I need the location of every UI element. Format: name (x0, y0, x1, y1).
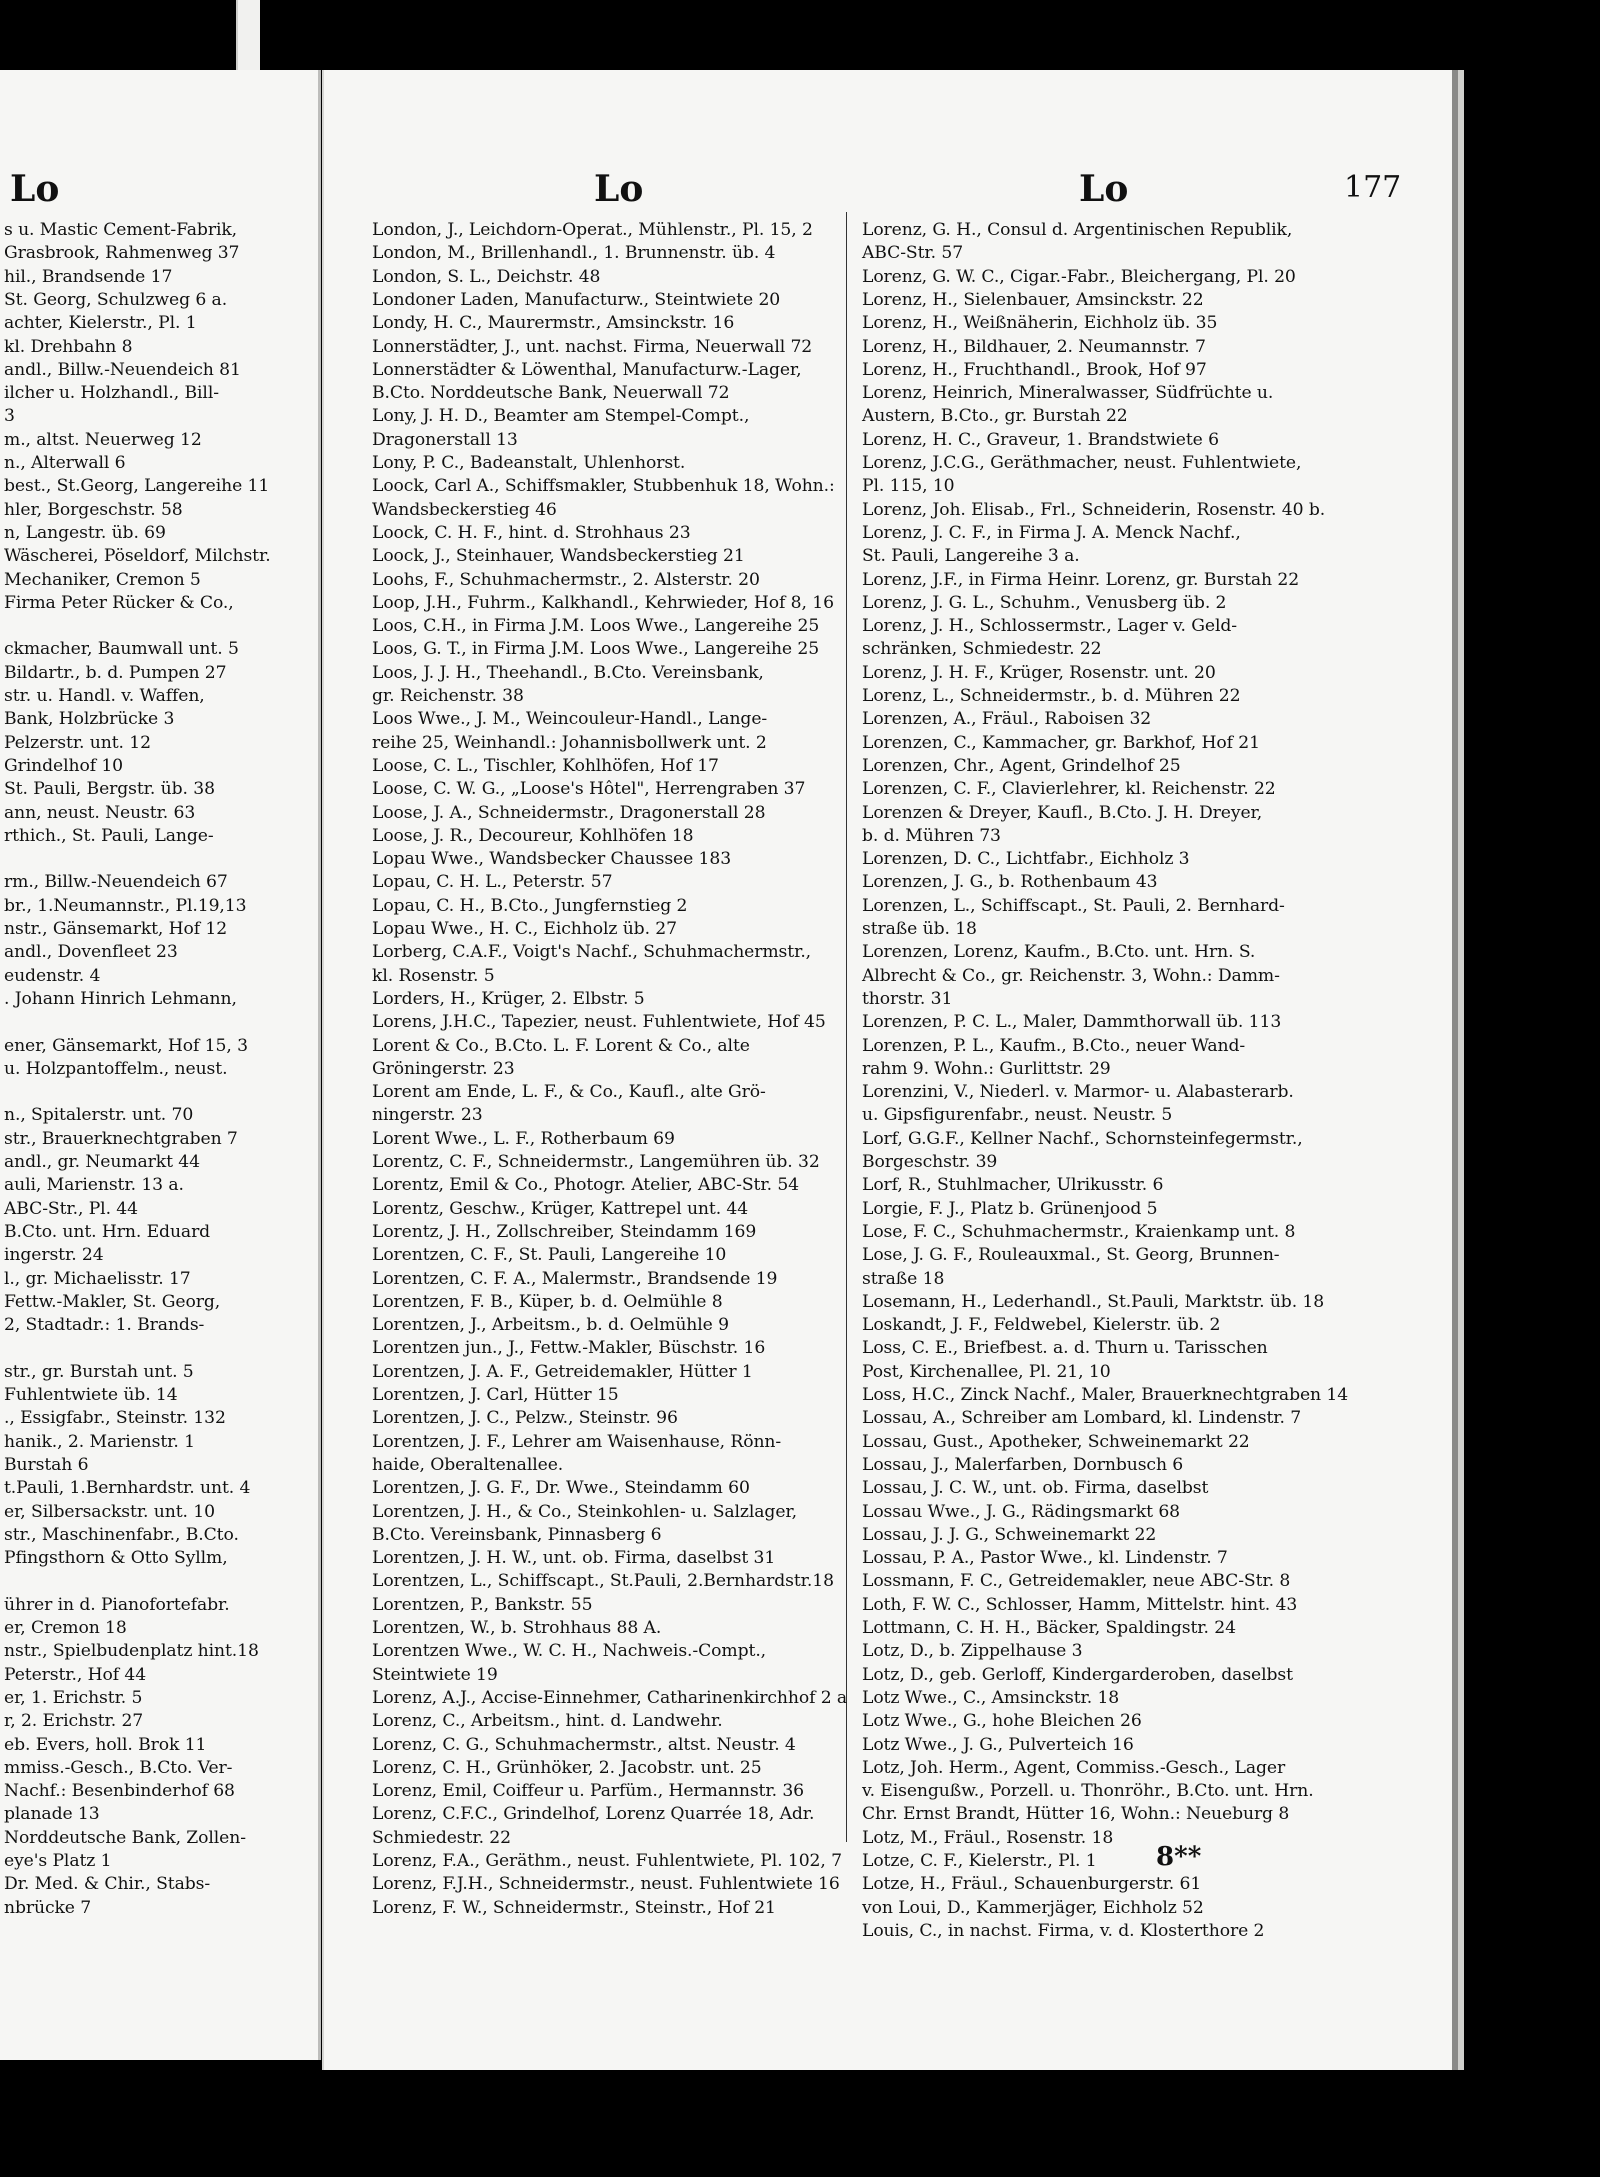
directory-entry-line: Lorenz, C., Arbeitsm., hint. d. Landwehr. (372, 1711, 723, 1732)
left-page-line: 2, Stadtadr.: 1. Brands- (4, 1315, 205, 1336)
directory-entry-line: Wandsbeckerstieg 46 (372, 499, 557, 520)
left-page-line: ., Essigfabr., Steinstr. 132 (4, 1408, 226, 1429)
directory-entry-line: Loos, G. T., in Firma J.M. Loos Wwe., Langereihe 25 (372, 639, 820, 660)
directory-entry-line: Lorenz, J. H. F., Krüger, Rosenstr. unt. 20 (862, 662, 1216, 683)
directory-entry-line: B.Cto. Vereinsbank, Pinnasberg 6 (372, 1524, 662, 1545)
directory-entry-line: Lorentzen jun., J., Fettw.-Makler, Büschstr. 16 (372, 1338, 766, 1359)
signature-mark: 8** (1156, 1842, 1202, 1872)
directory-entry-line: Lorenz, J.C.G., Geräthmacher, neust. Fuhlentwiete, (862, 453, 1302, 473)
directory-entry-line: Lorentzen Wwe., W. C. H., Nachweis.-Compt., (372, 1641, 767, 1662)
directory-entry-line: Lorders, H., Krüger, 2. Elbstr. 5 (372, 988, 645, 1009)
directory-entry-line: Lorent am Ende, L. F., & Co., Kaufl., alte Grö- (372, 1082, 766, 1103)
directory-entry-line: Lorenzen, Chr., Agent, Grindelhof 25 (862, 755, 1181, 776)
page-number: 177 (1344, 170, 1402, 205)
left-page-line: nbrücke 7 (4, 1897, 92, 1918)
directory-entry-line: Lorenz, J. C. F., in Firma J. A. Menck Nachf., (862, 522, 1241, 543)
directory-entry-line: Lossau, J. C. W., unt. ob. Firma, daselbst (862, 1478, 1209, 1499)
directory-entry-line: Lorenz, G. H., Consul d. Argentinischen Republik, (862, 220, 1293, 240)
directory-entry-line: Lotz, M., Fräul., Rosenstr. 18 (862, 1827, 1114, 1848)
directory-entry-line: Loose, J. R., Decoureur, Kohlhöfen 18 (372, 825, 694, 846)
directory-entry-line: Loss, H.C., Zinck Nachf., Maler, Brauerknechtgraben 14 (862, 1385, 1349, 1405)
directory-entry-line: Steintwiete 19 (372, 1664, 498, 1685)
directory-entry-line: Lose, J. G. F., Rouleauxmal., St. Georg, Brunnen- (862, 1245, 1280, 1266)
left-page-line: Dr. Med. & Chir., Stabs- (4, 1874, 211, 1895)
directory-entry-line: Loos, C.H., in Firma J.M. Loos Wwe., Langereihe 25 (372, 616, 820, 637)
directory-entry-line: Lorenz, L., Schneidermstr., b. d. Mühren 22 (862, 686, 1241, 706)
left-page-line: B.Cto. unt. Hrn. Eduard (4, 1221, 211, 1242)
directory-entry-line: Loth, F. W. C., Schlosser, Hamm, Mittelstr. hint. 43 (862, 1594, 1298, 1615)
left-page-line: u. Holzpantoffelm., neust. (4, 1058, 228, 1079)
directory-entry-line: Lorenzen, A., Fräul., Raboisen 32 (862, 709, 1152, 730)
left-page-line: mmiss.-Gesch., B.Cto. Ver- (4, 1757, 233, 1778)
left-page-line: Firma Peter Rücker & Co., (4, 592, 234, 613)
left-page-line: n., Spitalerstr. unt. 70 (4, 1105, 194, 1126)
left-page-line: er, Silbersackstr. unt. 10 (4, 1501, 215, 1522)
directory-entry-line: Lotze, H., Fräul., Schauenburgerstr. 61 (862, 1874, 1202, 1895)
directory-entry-line: Lorentzen, J. Carl, Hütter 15 (372, 1385, 619, 1405)
left-page-line: m., altst. Neuerweg 12 (4, 429, 202, 450)
directory-entry-line: Loose, C. L., Tischler, Kohlhöfen, Hof 17 (372, 755, 719, 776)
directory-entry-line: Lorberg, C.A.F., Voigt's Nachf., Schuhmachermstr., (372, 942, 812, 963)
directory-entry-line: Lorenz, Heinrich, Mineralwasser, Südfrüchte u. (862, 383, 1274, 404)
directory-entry-line: Chr. Ernst Brandt, Hütter 16, Wohn.: Neueburg 8 (862, 1804, 1290, 1825)
directory-entry-line: Dragonerstall 13 (372, 429, 518, 450)
directory-entry-line: Lorenz, J. G. L., Schuhm., Venusberg üb. 2 (862, 592, 1227, 613)
left-page-line: rthich., St. Pauli, Lange- (4, 825, 214, 846)
directory-entry-line: Lorenzen, P. L., Kaufm., B.Cto., neuer Wand- (862, 1035, 1246, 1056)
directory-entry-line: Lorenzen, Lorenz, Kaufm., B.Cto. unt. Hrn. S. (862, 942, 1256, 963)
left-page-line: andl., Billw.-Neuendeich 81 (4, 359, 241, 380)
left-page-line: ingerstr. 24 (4, 1245, 104, 1266)
left-page-line: Fuhlentwiete üb. 14 (4, 1385, 178, 1405)
directory-entry-line: Lorentz, Geschw., Krüger, Kattrepel unt. 44 (372, 1198, 749, 1219)
directory-entry-line: Lorentzen, L., Schiffscapt., St.Pauli, 2.Bernhardstr.18 (372, 1571, 834, 1592)
directory-entry-line: Lorenzen, L., Schiffscapt., St. Pauli, 2. Bernhard- (862, 895, 1285, 916)
column-divider (846, 212, 847, 1842)
directory-entry-line: Lorenzen & Dreyer, Kaufl., B.Cto. J. H. Dreyer, (862, 802, 1263, 823)
left-page-line: eb. Evers, holl. Brok 11 (4, 1734, 207, 1755)
directory-entry-line: u. Gipsfigurenfabr., neust. Neustr. 5 (862, 1105, 1173, 1126)
directory-entry-line: Loop, J.H., Fuhrm., Kalkhandl., Kehrwieder, Hof 8, 16 (372, 592, 834, 613)
directory-entry-line: Gröningerstr. 23 (372, 1058, 515, 1079)
left-page-line: Grasbrook, Rahmenweg 37 (4, 243, 240, 264)
directory-entry-line: Albrecht & Co., gr. Reichenstr. 3, Wohn.: Damm- (862, 965, 1280, 986)
left-column-running-head: Lo (594, 168, 644, 210)
directory-entry-line: kl. Rosenstr. 5 (372, 965, 495, 986)
left-page-line: . Johann Hinrich Lehmann, (4, 988, 237, 1009)
directory-entry-line: Lorenz, F.J.H., Schneidermstr., neust. Fuhlentwiete 16 (372, 1874, 840, 1895)
left-page-line: eye's Platz 1 (4, 1851, 112, 1871)
left-page (0, 70, 321, 2060)
left-page-line: Nachf.: Besenbinderhof 68 (4, 1781, 235, 1802)
directory-entry-line: Lorentzen, C. F., St. Pauli, Langereihe 10 (372, 1245, 727, 1266)
directory-entry-line: straße üb. 18 (862, 919, 977, 939)
directory-entry-line: Lorens, J.H.C., Tapezier, neust. Fuhlentwiete, Hof 45 (372, 1012, 826, 1033)
directory-entry-line: Lotz Wwe., C., Amsinckstr. 18 (862, 1687, 1120, 1708)
directory-entry-line: thorstr. 31 (862, 988, 953, 1009)
left-page-line: Bank, Holzbrücke 3 (4, 709, 175, 730)
left-page-line: nstr., Gänsemarkt, Hof 12 (4, 919, 228, 939)
left-page-line: 3 (4, 406, 15, 427)
left-page-line: St. Georg, Schulzweg 6 a. (4, 289, 228, 310)
left-page-line: ener, Gänsemarkt, Hof 15, 3 (4, 1035, 248, 1056)
directory-entry-line: schränken, Schmiedestr. 22 (862, 639, 1102, 660)
left-page-line: Norddeutsche Bank, Zollen- (4, 1827, 246, 1848)
directory-entry-line: Lossau, J., Malerfarben, Dornbusch 6 (862, 1454, 1184, 1475)
directory-entry-line: Loock, J., Steinhauer, Wandsbeckerstieg 21 (372, 546, 745, 567)
directory-entry-line: Lonnerstädter, J., unt. nachst. Firma, Neuerwall 72 (372, 336, 813, 357)
directory-entry-line: Loose, J. A., Schneidermstr., Dragonerstall 28 (372, 802, 766, 823)
left-page-line: n, Langestr. üb. 69 (4, 522, 166, 543)
directory-entry-line: reihe 25, Weinhandl.: Johannisbollwerk unt. 2 (372, 732, 767, 753)
directory-entry-line: Lossmann, F. C., Getreidemakler, neue ABC-Str. 8 (862, 1571, 1291, 1592)
left-page-line: str. u. Handl. v. Waffen, (4, 686, 205, 706)
directory-entry-line: Lorenz, C. G., Schuhmachermstr., altst. Neustr. 4 (372, 1734, 796, 1755)
directory-entry-line: Lorenzen, P. C. L., Maler, Dammthorwall üb. 113 (862, 1012, 1282, 1033)
left-page-line: Bildartr., b. d. Pumpen 27 (4, 662, 227, 683)
directory-entry-line: Lotz, D., geb. Gerloff, Kindergarderoben, daselbst (862, 1664, 1293, 1685)
directory-entry-line: Lorentzen, J. F., Lehrer am Waisenhause, Rönn- (372, 1431, 782, 1452)
directory-entry-line: Lorentz, C. F., Schneidermstr., Langemühren üb. 32 (372, 1152, 820, 1172)
directory-entry-line: Lorenz, H., Weißnäherin, Eichholz üb. 35 (862, 313, 1218, 334)
directory-entry-line: Austern, B.Cto., gr. Burstah 22 (862, 406, 1128, 427)
directory-entry-line: Loose, C. W. G., „Loose's Hôtel", Herrengraben 37 (372, 779, 806, 800)
left-page-line: t.Pauli, 1.Bernhardstr. unt. 4 (4, 1478, 251, 1499)
directory-entry-line: London, S. L., Deichstr. 48 (372, 266, 601, 287)
directory-entry-line: Lorentzen, C. F. A., Malermstr., Brandsende 19 (372, 1268, 778, 1289)
left-page-line: Pfingsthorn & Otto Syllm, (4, 1548, 228, 1569)
directory-entry-line: Lorenzen, J. G., b. Rothenbaum 43 (862, 872, 1158, 893)
directory-entry-line: straße 18 (862, 1268, 945, 1289)
right-page (322, 70, 1458, 2070)
directory-entry-line: b. d. Mühren 73 (862, 825, 1001, 846)
left-page-line: andl., Dovenfleet 23 (4, 942, 178, 963)
directory-entry-line: Loock, C. H. F., hint. d. Strohhaus 23 (372, 522, 691, 543)
left-page-line: eudenstr. 4 (4, 965, 101, 986)
directory-entry-line: Lorenz, A.J., Accise-Einnehmer, Catharinenkirchhof 2 a (372, 1687, 848, 1708)
left-page-line: r, 2. Erichstr. 27 (4, 1711, 144, 1732)
directory-entry-line: Loos Wwe., J. M., Weincouleur-Handl., Lange- (372, 709, 768, 730)
directory-entry-line: Lorent & Co., B.Cto. L. F. Lorent & Co., alte (372, 1035, 750, 1056)
directory-entry-line: Lorgie, F. J., Platz b. Grünenjood 5 (862, 1198, 1158, 1219)
directory-entry-line: Loos, J. J. H., Theehandl., B.Cto. Vereinsbank, (372, 662, 764, 683)
directory-entry-line: gr. Reichenstr. 38 (372, 686, 524, 706)
left-page-line: Fettw.-Makler, St. Georg, (4, 1291, 221, 1312)
directory-entry-line: rahm 9. Wohn.: Gurlittstr. 29 (862, 1058, 1111, 1079)
directory-entry-line: Lony, J. H. D., Beamter am Stempel-Compt., (372, 406, 750, 427)
left-page-line: best., St.Georg, Langereihe 11 (4, 476, 270, 497)
directory-entry-line: Lorentzen, F. B., Küper, b. d. Oelmühle 8 (372, 1291, 723, 1312)
directory-entry-line: Lorentzen, J. H., & Co., Steinkohlen- u. Salzlager, (372, 1501, 797, 1522)
directory-entry-line: v. Eisengußw., Porzell. u. Thonröhr., B.Cto. unt. Hrn. (862, 1781, 1314, 1802)
left-page-line: er, Cremon 18 (4, 1618, 127, 1638)
left-page-line: planade 13 (4, 1804, 100, 1825)
directory-entry-line: Lorentzen, J. H. W., unt. ob. Firma, daselbst 31 (372, 1548, 776, 1569)
directory-entry-line: St. Pauli, Langereihe 3 a. (862, 546, 1080, 567)
left-page-line: Burstah 6 (4, 1454, 89, 1475)
directory-entry-line: Lorenz, Joh. Elisab., Frl., Schneiderin, Rosenstr. 40 b. (862, 499, 1326, 520)
directory-entry-line: Lorentz, Emil & Co., Photogr. Atelier, ABC-Str. 54 (372, 1175, 799, 1196)
directory-entry-line: Lorenz, G. W. C., Cigar.-Fabr., Bleichergang, Pl. 20 (862, 266, 1296, 287)
left-page-line: str., Maschinenfabr., B.Cto. (4, 1524, 239, 1545)
left-page-line: Mechaniker, Cremon 5 (4, 569, 201, 590)
directory-entry-line: Lorentzen, P., Bankstr. 55 (372, 1594, 593, 1615)
directory-entry-line: Lorenz, H., Sielenbauer, Amsinckstr. 22 (862, 289, 1204, 310)
directory-entry-line: Lorentzen, J. G. F., Dr. Wwe., Steindamm 60 (372, 1478, 750, 1499)
directory-entry-line: Lony, P. C., Badeanstalt, Uhlenhorst. (372, 453, 686, 473)
directory-entry-line: Lotze, C. F., Kielerstr., Pl. 1 (862, 1851, 1097, 1871)
left-page-line: Pelzerstr. unt. 12 (4, 732, 151, 753)
directory-entry-line: Lorentzen, J., Arbeitsm., b. d. Oelmühle 9 (372, 1315, 729, 1336)
directory-entry-line: Louis, C., in nachst. Firma, v. d. Klosterthore 2 (862, 1920, 1265, 1941)
directory-entry-line: Lotz, D., b. Zippelhause 3 (862, 1641, 1083, 1662)
left-page-line: Grindelhof 10 (4, 755, 123, 776)
directory-entry-line: Lopau, C. H., B.Cto., Jungfernstieg 2 (372, 895, 688, 916)
left-page-line: s u. Mastic Cement-Fabrik, (4, 220, 238, 240)
directory-entry-line: Lopau Wwe., H. C., Eichholz üb. 27 (372, 919, 677, 939)
directory-entry-line: Lorentzen, W., b. Strohhaus 88 A. (372, 1618, 662, 1638)
left-page-line: auli, Marienstr. 13 a. (4, 1175, 184, 1196)
directory-entry-line: Lossau, Gust., Apotheker, Schweinemarkt 22 (862, 1431, 1250, 1452)
left-page-line: Peterstr., Hof 44 (4, 1664, 147, 1685)
directory-entry-line: Loohs, F., Schuhmachermstr., 2. Alsterstr. 20 (372, 569, 760, 590)
directory-entry-line: Lossau, A., Schreiber am Lombard, kl. Lindenstr. 7 (862, 1408, 1302, 1429)
directory-entry-line: Lorenz, Emil, Coiffeur u. Parfüm., Hermannstr. 36 (372, 1781, 804, 1802)
directory-entry-line: ningerstr. 23 (372, 1105, 483, 1126)
directory-entry-line: Loss, C. E., Briefbest. a. d. Thurn u. Tarisschen (862, 1338, 1268, 1359)
directory-entry-line: Lorenz, C.F.C., Grindelhof, Lorenz Quarrée 18, Adr. (372, 1804, 815, 1825)
left-page-line: l., gr. Michaelisstr. 17 (4, 1268, 191, 1289)
directory-entry-line: Lorenz, J. H., Schlossermstr., Lager v. Geld- (862, 616, 1237, 637)
directory-entry-line: Lotz Wwe., G., hohe Bleichen 26 (862, 1711, 1142, 1732)
left-page-line: rm., Billw.-Neuendeich 67 (4, 872, 228, 893)
directory-entry-line: Lorenz, J.F., in Firma Heinr. Lorenz, gr. Burstah 22 (862, 569, 1300, 590)
directory-entry-line: Lorf, R., Stuhlmacher, Ulrikusstr. 6 (862, 1175, 1164, 1196)
directory-entry-line: Loock, Carl A., Schiffsmakler, Stubbenhuk 18, Wohn.: (372, 476, 835, 497)
directory-entry-line: Lorenzini, V., Niederl. v. Marmor- u. Alabasterarb. (862, 1082, 1294, 1103)
directory-entry-line: Lorentzen, J. A. F., Getreidemakler, Hütter 1 (372, 1361, 753, 1382)
directory-entry-line: Lottmann, C. H. H., Bäcker, Spaldingstr. 24 (862, 1618, 1236, 1638)
directory-entry-line: Lorenz, H., Bildhauer, 2. Neumannstr. 7 (862, 336, 1206, 357)
directory-entry-line: Lorenz, F. W., Schneidermstr., Steinstr., Hof 21 (372, 1897, 776, 1918)
directory-entry-line: Post, Kirchenallee, Pl. 21, 10 (862, 1361, 1111, 1382)
left-page-line: hil., Brandsende 17 (4, 266, 173, 287)
left-page-line: br., 1.Neumannstr., Pl.19,13 (4, 895, 247, 916)
directory-entry-line: Lose, F. C., Schuhmachermstr., Kraienkamp unt. 8 (862, 1221, 1296, 1242)
directory-entry-line: Lorenz, H. C., Graveur, 1. Brandstwiete 6 (862, 429, 1219, 450)
directory-entry-line: von Loui, D., Kammerjäger, Eichholz 52 (862, 1897, 1204, 1918)
left-page-line: hler, Borgeschstr. 58 (4, 499, 183, 520)
left-page-line: ABC-Str., Pl. 44 (4, 1198, 138, 1219)
directory-entry-line: Lorenz, F.A., Geräthm., neust. Fuhlentwiete, Pl. 102, 7 (372, 1851, 842, 1871)
directory-entry-line: Lotz, Joh. Herm., Agent, Commiss.-Gesch., Lager (862, 1757, 1286, 1778)
left-page-running-head: Lo (10, 168, 60, 210)
left-page-line: ilcher u. Holzhandl., Bill- (4, 383, 219, 404)
directory-entry-line: Lonnerstädter & Löwenthal, Manufacturw.-Lager, (372, 359, 802, 380)
left-page-line: ann, neust. Neustr. 63 (4, 802, 196, 823)
left-page-line: St. Pauli, Bergstr. üb. 38 (4, 779, 215, 800)
directory-entry-line: Lorenz, C. H., Grünhöker, 2. Jacobstr. unt. 25 (372, 1757, 762, 1778)
directory-entry-line: Lossau Wwe., J. G., Rädingsmarkt 68 (862, 1501, 1181, 1522)
directory-entry-line: Lorenz, H., Fruchthandl., Brook, Hof 97 (862, 359, 1207, 380)
directory-entry-line: Lotz Wwe., J. G., Pulverteich 16 (862, 1734, 1134, 1755)
left-page-line: andl., gr. Neumarkt 44 (4, 1152, 200, 1172)
left-page-line: ckmacher, Baumwall unt. 5 (4, 639, 239, 660)
directory-entry-line: Schmiedestr. 22 (372, 1827, 511, 1848)
directory-entry-line: Lorf, G.G.F., Kellner Nachf., Schornsteinfegermstr., (862, 1128, 1303, 1149)
left-page-line: er, 1. Erichstr. 5 (4, 1687, 143, 1708)
directory-entry-line: haide, Oberaltenallee. (372, 1454, 564, 1475)
left-page-line: str., Brauerknechtgraben 7 (4, 1128, 238, 1149)
directory-entry-line: Pl. 115, 10 (862, 476, 955, 497)
directory-entry-line: Lossau, J. J. G., Schweinemarkt 22 (862, 1524, 1157, 1545)
directory-entry-line: ABC-Str. 57 (862, 243, 964, 264)
directory-entry-line: Losemann, H., Lederhandl., St.Pauli, Marktstr. üb. 18 (862, 1291, 1325, 1312)
directory-entry-line: Loskandt, J. F., Feldwebel, Kielerstr. üb. 2 (862, 1315, 1221, 1336)
left-page-line: n., Alterwall 6 (4, 453, 126, 473)
directory-entry-line: Londoner Laden, Manufacturw., Steintwiete 20 (372, 289, 781, 310)
left-page-line: str., gr. Burstah unt. 5 (4, 1361, 194, 1382)
directory-entry-line: London, M., Brillenhandl., 1. Brunnenstr. üb. 4 (372, 243, 776, 264)
left-page-line: Wäscherei, Pöseldorf, Milchstr. (4, 546, 271, 567)
left-page-line: ührer in d. Pianofortefabr. (4, 1594, 230, 1615)
directory-entry-line: Lorentz, J. H., Zollschreiber, Steindamm 169 (372, 1221, 757, 1242)
directory-entry-line: Lorenzen, C. F., Clavierlehrer, kl. Reichenstr. 22 (862, 779, 1276, 800)
directory-entry-line: Lopau Wwe., Wandsbecker Chaussee 183 (372, 849, 732, 870)
directory-entry-line: Lossau, P. A., Pastor Wwe., kl. Lindenstr. 7 (862, 1548, 1228, 1569)
directory-entry-line: Londy, H. C., Maurermstr., Amsinckstr. 16 (372, 313, 735, 334)
left-page-line: achter, Kielerstr., Pl. 1 (4, 313, 197, 334)
left-page-line: kl. Drehbahn 8 (4, 336, 133, 357)
directory-entry-line: Borgeschstr. 39 (862, 1152, 998, 1172)
directory-entry-line: Lorenzen, C., Kammacher, gr. Barkhof, Hof 21 (862, 732, 1260, 753)
directory-entry-line: Lorent Wwe., L. F., Rotherbaum 69 (372, 1128, 675, 1149)
right-column-running-head: Lo (1079, 168, 1129, 210)
directory-entry-line: Lorentzen, J. C., Pelzw., Steinstr. 96 (372, 1408, 678, 1429)
left-page-line: hanik., 2. Marienstr. 1 (4, 1431, 195, 1452)
left-page-line: nstr., Spielbudenplatz hint.18 (4, 1641, 259, 1662)
directory-entry-line: B.Cto. Norddeutsche Bank, Neuerwall 72 (372, 383, 730, 404)
directory-entry-line: Lopau, C. H. L., Peterstr. 57 (372, 872, 613, 893)
directory-entry-line: Lorenzen, D. C., Lichtfabr., Eichholz 3 (862, 849, 1190, 870)
directory-entry-line: London, J., Leichdorn-Operat., Mühlenstr., Pl. 15, 2 (372, 220, 813, 240)
